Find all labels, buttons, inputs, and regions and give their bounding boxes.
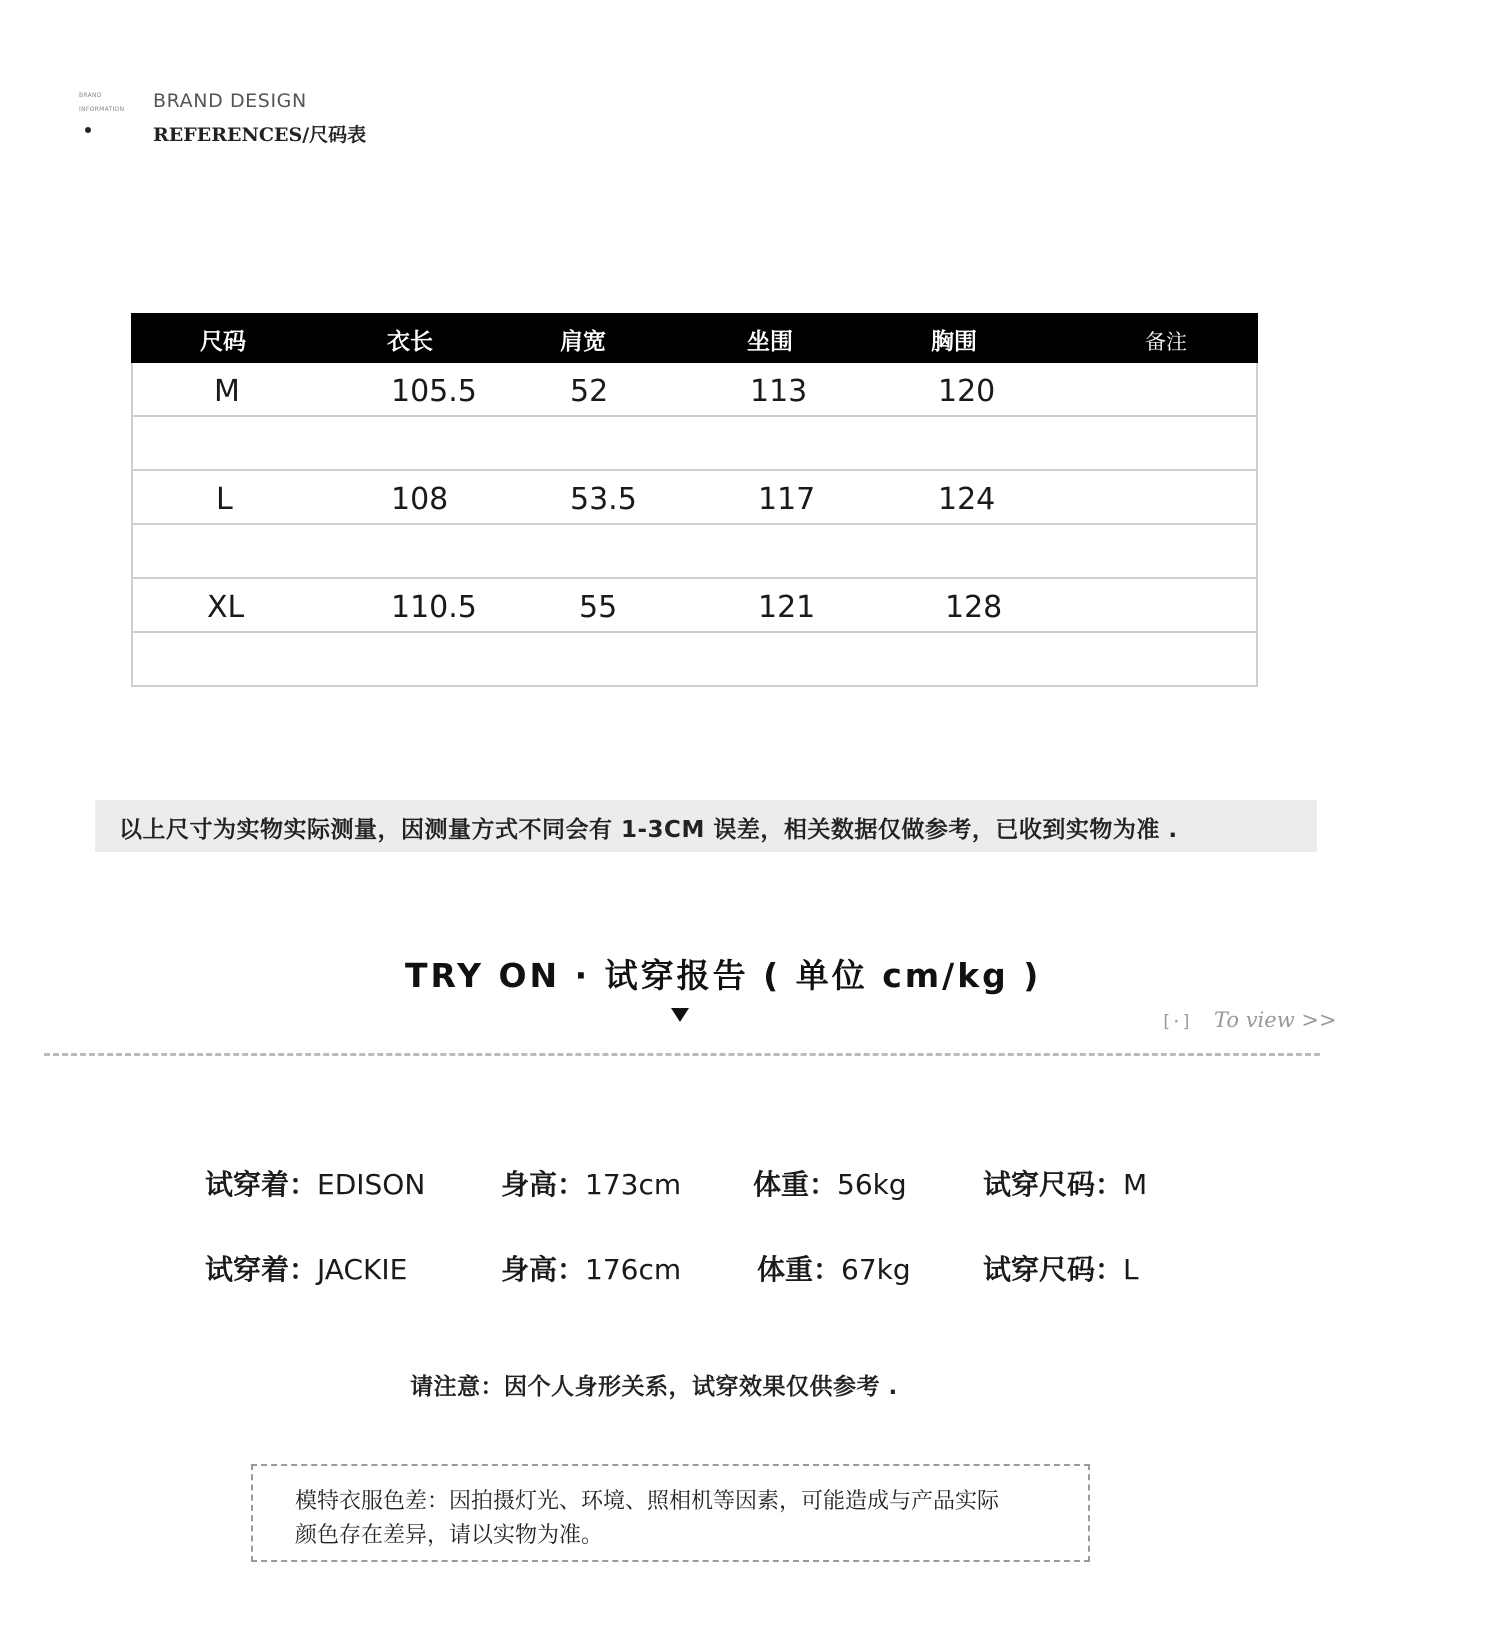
table-row — [131, 471, 1258, 525]
table-row — [131, 579, 1258, 633]
table-row-spacer — [131, 633, 1258, 687]
table-row-spacer — [131, 417, 1258, 471]
header-notes: 备注 — [1145, 330, 1187, 354]
model-weight: 体重：67kg — [757, 1253, 911, 1286]
cell-hip: 121 — [758, 590, 816, 625]
color-difference-note — [251, 1464, 1090, 1562]
cell-chest: 124 — [938, 482, 996, 517]
try-on-disclaimer: 请注意：因个人身形关系，试穿效果仅供参考 . — [410, 1374, 898, 1400]
color-note-line-1: 模特衣服色差：因拍摄灯光、环境、照相机等因素，可能造成与产品实际 — [295, 1489, 1000, 1514]
cell-chest: 128 — [945, 590, 1003, 625]
brand-tiny-label: BRAND — [79, 92, 102, 99]
header-size: 尺码 — [200, 329, 246, 355]
section-divider — [44, 1053, 1320, 1056]
cell-shoulder: 55 — [579, 590, 618, 625]
model-weight: 体重：56kg — [753, 1168, 907, 1201]
model-name: 试穿着：JACKIE — [205, 1253, 408, 1286]
try-on-title: TRY ON · 试穿报告 ( 单位 cm/kg ) — [405, 956, 1042, 995]
bullet-dot-icon — [85, 127, 91, 133]
brand-design-title: BRAND DESIGN — [153, 90, 307, 112]
cell-length: 110.5 — [391, 590, 477, 625]
information-tiny-label: INFORMATION — [79, 106, 125, 113]
cell-size: L — [216, 482, 233, 517]
model-height: 身高：176cm — [501, 1253, 682, 1286]
to-view-link[interactable]: To view >> — [1214, 1008, 1337, 1032]
model-height: 身高：173cm — [501, 1168, 682, 1201]
cell-hip: 113 — [750, 374, 808, 409]
header-chest: 胸围 — [931, 329, 977, 355]
size-table — [131, 313, 1258, 687]
cell-hip: 117 — [758, 482, 816, 517]
cell-length: 108 — [391, 482, 449, 517]
measurement-notice — [95, 800, 1317, 852]
cell-size: XL — [207, 590, 245, 625]
cell-length: 105.5 — [391, 374, 477, 409]
table-row-spacer — [131, 525, 1258, 579]
header-length: 衣长 — [387, 329, 433, 355]
header-shoulder: 肩宽 — [560, 329, 606, 355]
triangle-down-icon — [671, 1008, 689, 1022]
cell-chest: 120 — [938, 374, 996, 409]
cell-shoulder: 52 — [570, 374, 609, 409]
model-size: 试穿尺码：L — [983, 1253, 1139, 1286]
model-name: 试穿着：EDISON — [205, 1168, 426, 1201]
size-chart-subtitle: REFERENCES/尺码表 — [153, 124, 367, 146]
model-size: 试穿尺码：M — [983, 1168, 1148, 1201]
table-row — [131, 363, 1258, 417]
measurement-notice-text: 以上尺寸为实物实际测量，因测量方式不同会有 1-3CM 误差，相关数据仅做参考，已收到实物为准 . — [119, 817, 1178, 843]
color-note-line-2: 颜色存在差异，请以实物为准。 — [295, 1523, 604, 1548]
size-table-header — [131, 313, 1258, 363]
header-hip: 坐围 — [747, 329, 793, 355]
expand-icon[interactable]: [·] — [1161, 1012, 1192, 1032]
cell-size: M — [214, 374, 240, 409]
cell-shoulder: 53.5 — [570, 482, 637, 517]
